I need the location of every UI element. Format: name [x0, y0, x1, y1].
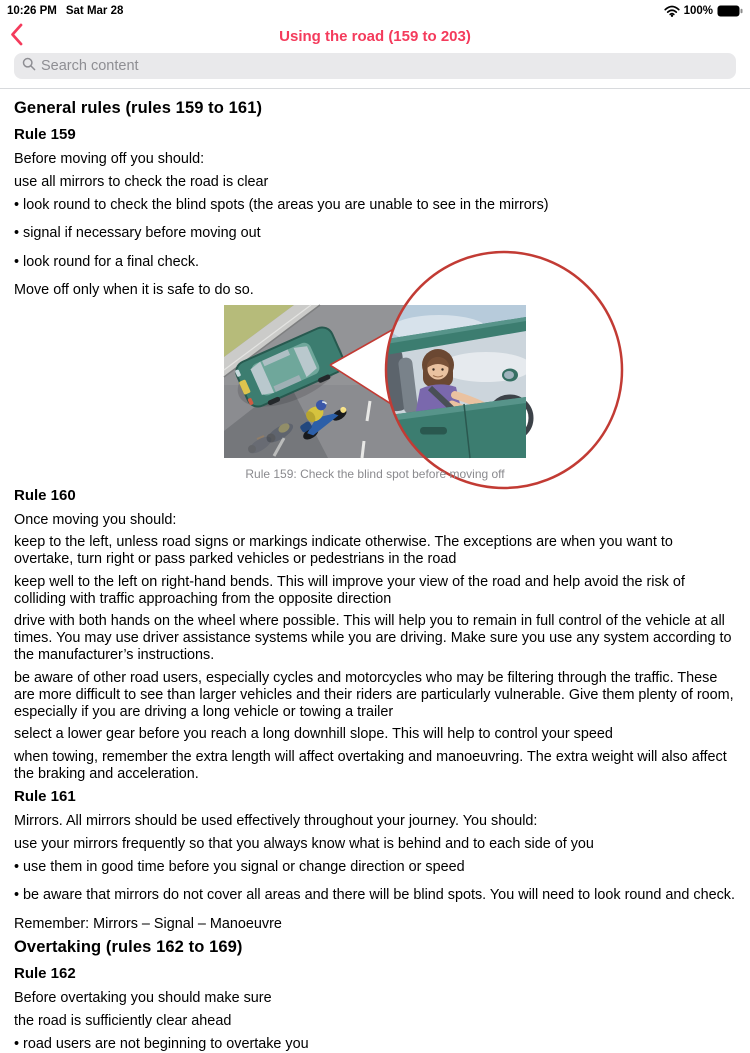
page-title: Using the road (159 to 203)	[279, 27, 471, 45]
status-time: 10:26 PM	[7, 5, 57, 17]
paragraph: Before overtaking you should make sure	[14, 990, 272, 1006]
paragraph: use all mirrors to check the road is clear	[14, 173, 269, 190]
rule-heading: Rule 159	[14, 126, 76, 143]
battery-icon	[717, 5, 743, 17]
status-bar	[0, 0, 750, 22]
search-bar	[0, 50, 750, 88]
paragraph: Mirrors. All mirrors should be used effectively throughout your journey. You should:	[14, 813, 538, 829]
bullet-item: • signal if necessary before moving out	[14, 225, 261, 241]
paragraph: the road is sufficiently clear ahead	[14, 1012, 232, 1029]
back-button[interactable]	[10, 24, 36, 48]
bullet-item: • use them in good time before you signal or change direction or speed	[14, 858, 465, 875]
figure-caption: Rule 159: Check the blind spot before moving off	[245, 466, 505, 481]
chevron-left-icon	[10, 23, 23, 49]
paragraph: Before moving off you should:	[14, 151, 205, 167]
rule-159-illustration	[224, 305, 526, 458]
search-icon	[22, 57, 36, 76]
search-input[interactable]	[41, 58, 728, 74]
battery-percent: 100%	[683, 5, 713, 17]
content[interactable]	[0, 89, 750, 1052]
rule-heading: Rule 160	[14, 486, 76, 504]
bullet-item: • look round for a final check.	[14, 253, 200, 270]
bullet-item: • be aware that mirrors do not cover all areas and there will be blind spots. You will need to look round and check.	[14, 887, 735, 903]
paragraph: select a lower gear before you reach a long downhill slope. This will help to control your speed	[14, 726, 613, 742]
paragraph: when towing, remember the extra length will affect overtaking and manoeuvring. The extra weight will also affect the braking and acceleration.	[14, 748, 727, 782]
paragraph: Once moving you should:	[14, 511, 177, 528]
wifi-icon	[664, 5, 680, 17]
paragraph: keep to the left, unless road signs or markings indicate otherwise. The exceptions are when you want to overtake, turn right or pass parked vehicles or pedestrians in the road	[14, 534, 673, 567]
rule-heading: Rule 161	[14, 788, 76, 805]
paragraph: be aware of other road users, especially cycles and motorcycles who may be filtering through the traffic. These are more difficult to see than larger vehicles and their riders are particularly vulnerable. Give them plenty of room, especially if you are driving a long vehicle or towing a trailer	[14, 669, 734, 720]
status-date: Sat Mar 28	[65, 5, 124, 17]
paragraph: Move off only when it is safe to do so.	[14, 282, 254, 298]
rule-heading: Rule 162	[14, 965, 76, 982]
paragraph: Remember: Mirrors – Signal – Manoeuvre	[14, 915, 282, 932]
bullet-item: • look round to check the blind spots (the areas you are unable to see in the mirrors)	[14, 196, 549, 213]
bullet-item: • road users are not beginning to overtake you	[14, 1035, 309, 1052]
paragraph: use your mirrors frequently so that you always know what is behind and to each side of you	[14, 835, 594, 852]
figure	[14, 305, 736, 481]
section-heading: General rules (rules 159 to 161)	[14, 99, 263, 117]
nav-bar	[0, 22, 750, 50]
section-heading: Overtaking (rules 162 to 169)	[14, 938, 243, 956]
paragraph: drive with both hands on the wheel where possible. This will help you to remain in full control of the vehicle at all times. You may use driver assistance systems while you are driving. Make sure you use any system according to the manufacturer’s instructions.	[14, 613, 732, 663]
paragraph: keep well to the left on right-hand bends. This will improve your view of the road and help avoid the risk of colliding with traffic approaching from the opposite direction	[14, 573, 685, 607]
